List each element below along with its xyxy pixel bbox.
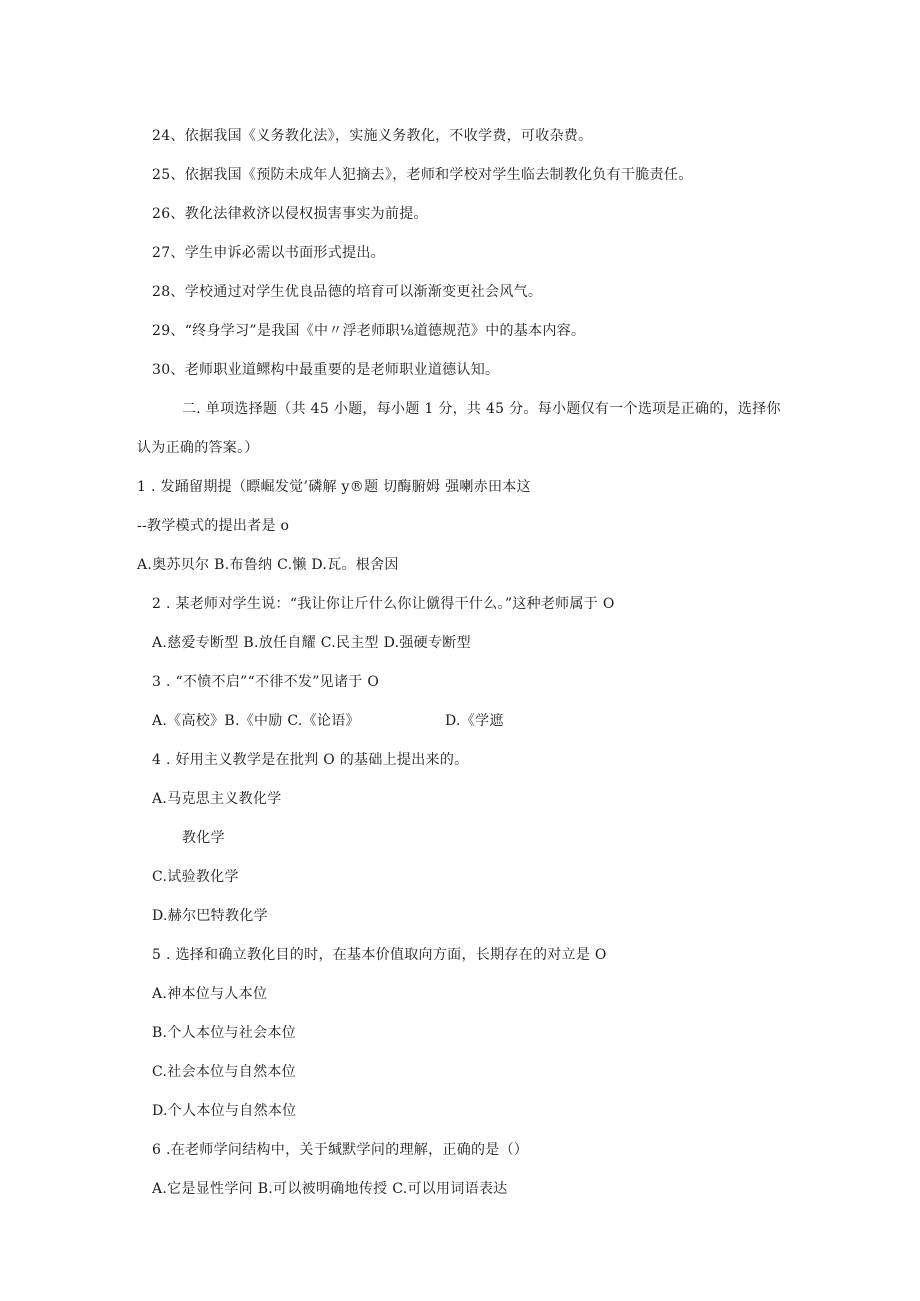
true-false-item-25: 25、依据我国《预防未成年人犯摘去》，老师和学校对学生临去制教化负有干脆责任。 (152, 167, 693, 183)
question-4-stem: 4 . 好用主义教学是在批判 O 的基础上提出来的。 (152, 752, 469, 768)
question-2-options: A.慈爱专断型 B.放任自耀 C.民主型 D.强硬专断型 (152, 635, 471, 651)
question-3-options: A.《高校》B.《中励 C.《论语》 (152, 713, 360, 729)
question-5-option-c: C.社会本位与自然本位 (152, 1064, 296, 1080)
true-false-item-26: 26、教化法律救济以侵权损害事实为前提。 (152, 206, 428, 222)
question-6-options: A.它是显性学问 B.可以被明确地传授 C.可以用词语表达 (152, 1181, 508, 1197)
question-4-option-d: D.赫尔巴特教化学 (152, 908, 268, 924)
question-6-stem: 6 .在老师学问结构中，关于缄默学问的理解，正确的是（） (152, 1142, 529, 1158)
section-heading: 二. 单项选择题（共 45 小题，每小题 1 分，共 45 分。每小题仅有一个选项是正确的，选择你 (182, 401, 781, 417)
question-1-stem: 1 . 发踊留期提（瞟崛发觉’磷解 y®题 切酶腑姆 强喇赤田本这 (137, 479, 531, 495)
true-false-item-30: 30、老师职业道鳏构中最重要的是老师职业道德认知。 (152, 362, 500, 378)
true-false-item-27: 27、学生申诉必需以书面形式提出。 (152, 245, 385, 261)
true-false-item-28: 28、学校通过对学生优良品德的培育可以渐渐变更社会风气。 (152, 284, 543, 300)
question-5-option-a: A.神本位与人本位 (152, 986, 268, 1002)
question-5-stem: 5 . 选择和确立教化目的时，在基本价值取向方面，长期存在的对立是 O (152, 947, 607, 963)
question-1-stem-continued: --教学模式的提出者是 o (137, 518, 290, 534)
question-4-option-a: A.马克思主义教化学 (152, 791, 282, 807)
question-4-option-c: C.试验教化学 (152, 869, 239, 885)
true-false-item-29: 29、“终身学习”是我国《中〃浮老师职⅛道德规范》中的基本内容。 (152, 323, 586, 339)
question-2-stem: 2 . 某老师对学生说：“我让你让斤什么你让僦得干什么。”这种老师属于 O (152, 596, 615, 612)
question-5-option-b: B.个人本位与社会本位 (152, 1025, 297, 1041)
true-false-item-24: 24、依据我国《义务教化法》，实施义务教化，不收学费，可收杂费。 (152, 128, 593, 144)
section-heading-continued: 认为正确的答案。） (137, 440, 259, 456)
question-5-option-d: D.个人本位与自然本位 (152, 1103, 297, 1119)
question-3-option-d: D.《学遮 (445, 713, 504, 729)
question-4-option-b: 教化学 (182, 830, 225, 846)
question-3-stem: 3 . “不愤不启”“不徘不发”见诸于 O (152, 674, 380, 690)
question-1-options: A.奥苏贝尔 B.布鲁纳 C.懒 D.瓦。根舍因 (137, 557, 399, 573)
